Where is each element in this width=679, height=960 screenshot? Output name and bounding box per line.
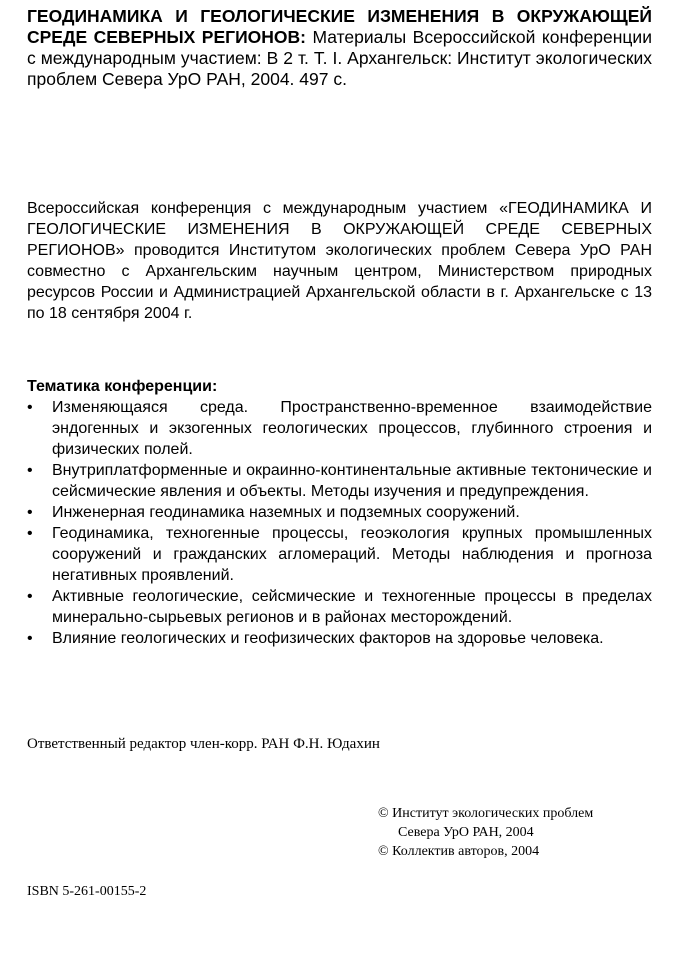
topic-text: Влияние геологических и геофизических факторов на здоровье человека. <box>52 630 604 647</box>
topic-item <box>27 523 652 586</box>
topics-heading: Тематика конференции: <box>27 378 218 395</box>
topics-list <box>27 397 652 649</box>
book-title: ГЕОДИНАМИКА И ГЕОЛОГИЧЕСКИЕ ИЗМЕНЕНИЯ В ОКРУЖАЮЩЕЙ СРЕДЕ СЕВЕРНЫХ РЕГИОНОВ: <box>27 6 652 47</box>
copyright-line: Севера УрО РАН, 2004 <box>398 825 534 840</box>
topic-text: Инженерная геодинамика наземных и подземных сооружений. <box>52 504 520 521</box>
topic-item <box>27 397 652 460</box>
bullet-icon: • <box>27 399 33 416</box>
bullet-icon: • <box>27 588 33 605</box>
responsible-editor: Ответственный редактор член-корр. РАН Ф.Н. Юдахин <box>27 736 380 752</box>
bullet-icon: • <box>27 630 33 647</box>
bibliographic-header <box>27 6 652 90</box>
copyright-line: © Коллектив авторов, 2004 <box>378 844 540 859</box>
bullet-icon: • <box>27 525 33 542</box>
copyright-block <box>378 804 593 861</box>
bullet-icon: • <box>27 504 33 521</box>
topic-text: Геодинамика, техногенные процессы, геоэкология крупных промышленных сооружений и гражданских агломераций. Методы наблюдения и прогноза негативных проявлений. <box>52 525 652 584</box>
topic-item <box>27 586 652 628</box>
copyright-line: © Институт экологических проблем <box>378 806 594 821</box>
topic-text: Изменяющаяся среда. Пространственно-временное взаимодействие эндогенных и экзогенных геологических процессов, глубинного строения и физических полей. <box>52 399 652 458</box>
book-publication-details: Материалы Всероссийской конференции с международным участием: В 2 т. Т. I. Архангельск: Институт экологических проблем Севера УрО РАН, 2004. 497 с. <box>27 27 652 89</box>
topic-item <box>27 628 652 649</box>
isbn: ISBN 5-261-00155-2 <box>27 884 147 899</box>
conference-description: Всероссийская конференция с международным участием «ГЕОДИНАМИКА И ГЕОЛОГИЧЕСКИЕ ИЗМЕНЕНИЯ В ОКРУЖАЮЩЕЙ СРЕДЕ СЕВЕРНЫХ РЕГИОНОВ» проводится Институтом экологических проблем Севера УрО РАН совместно с Архангельским научным центром, Министерством природных ресурсов России и Администрацией Архангельской области в г. Архангельске с 13 по 18 сентября 2004 г. <box>27 200 652 322</box>
topic-item <box>27 502 652 523</box>
topic-text: Внутриплатформенные и окраинно-континентальные активные тектонические и сейсмические явления и объекты. Методы изучения и предупреждения. <box>52 462 652 500</box>
topic-item <box>27 460 652 502</box>
bullet-icon: • <box>27 462 33 479</box>
topic-text: Активные геологические, сейсмические и техногенные процессы в пределах минерально-сырьевых регионов и в районах месторождений. <box>52 588 652 626</box>
